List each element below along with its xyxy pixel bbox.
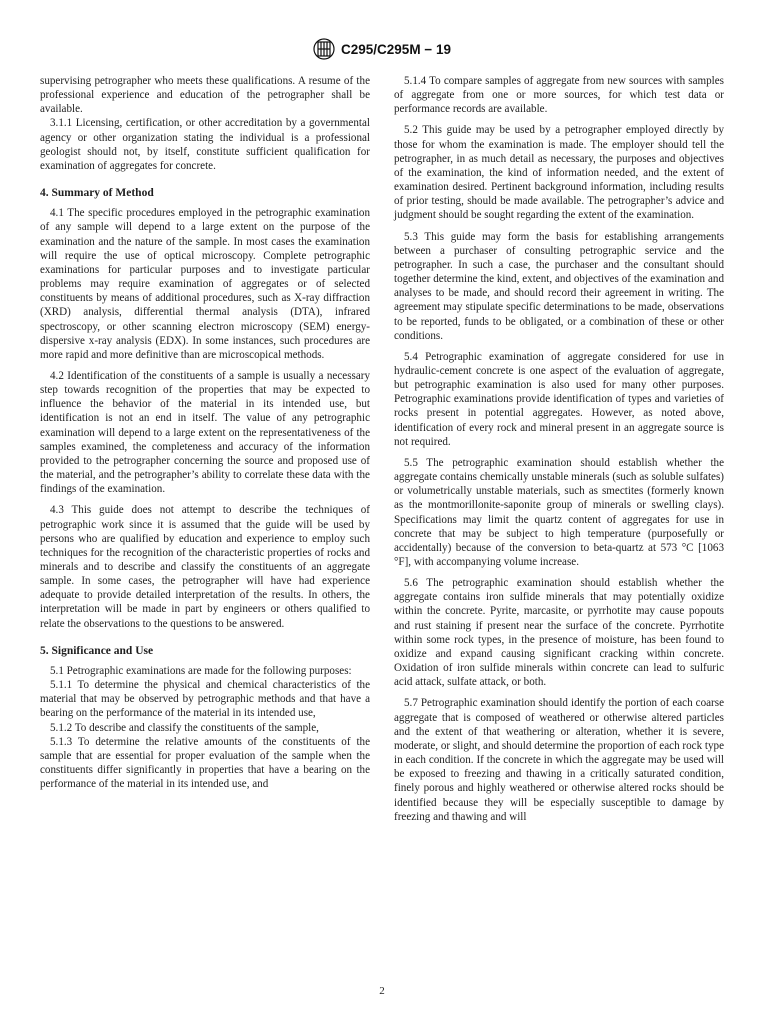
paragraph-continuation: supervising petrographer who meets these qualifications. A resume of the professional experience and education of the petrographer shall be available.	[40, 75, 370, 116]
paragraph-5-4: 5.4 Petrographic examination of aggregate considered for use in hydraulic-cement concrete is one aspect of the evaluation of aggregate, but petrographic examination is also used for many other purposes. Petrographic examinations provide identification of types and varieties of rocks present in potential aggregates. However, as noted above, identification of every rock and mineral present in an aggregate source is not required.	[394, 350, 724, 448]
paragraph-4-1: 4.1 The specific procedures employed in the petrographic examination of any sample will depend to a large extent on the purpose of the examination and the nature of the sample. In most cases the examination will require the use of optical microscopy. Complete petrographic examinations for particular purposes and to investigate particular problems may require examination of aggregates or of selected constituents by means of additional procedures, such as X-ray diffraction (XRD) analysis, differential thermal analysis (DTA), infrared spectroscopy, or other scanning electron microscopy (SEM) energy-dispersive x-ray analysis (EDX). In some instances, such procedures are more rapid and more definitive than are microscopical methods.	[40, 207, 370, 361]
paragraph-4-2: 4.2 Identification of the constituents of a sample is usually a necessary step towards recognition of the properties that may be expected to influence the behavior of the material in its intended use, but identification is not an end in itself. The value of any petrographic examination will depend to a large extent on the representativeness of the samples examined, the completeness and accuracy of the information provided to the petrographer concerning the source and proposed use of the material, and the petrographer’s ability to correlate these data with the findings of the examination.	[40, 369, 370, 496]
paragraph-5-1-2: 5.1.2 To describe and classify the constituents of the sample,	[50, 721, 319, 734]
paragraph-5-1-3: 5.1.3 To determine the relative amounts of the constituents of the sample that are essential for proper evaluation of the sample when the constituents differ significantly in properties that have a bearing on the performance of the material in its intended use, and	[40, 735, 370, 791]
section-heading-5: 5. Significance and Use	[40, 644, 154, 657]
paragraph-5-3: 5.3 This guide may form the basis for establishing arrangements between a purchaser of consulting petrographic service and the petrographer. In such a case, the purchaser and the consultant should together determine the kind, extent, and objectives of the examination and analyses to be made, and should record their agreement in writing. The agreement may stipulate specific determinations to be made, observations to be reported, funds to be obligated, or a combination of these or other conditions.	[394, 230, 724, 342]
paragraph-5-7: 5.7 Petrographic examination should identify the portion of each coarse aggregate that is composed of weathered or otherwise altered particles and the extent of that weathering or alteration, whether it is severe, moderate, or slight, and should determine the proportion of each rock type in each condition. If the concrete in which the aggregate may be used will be exposed to freezing and thawing in a critically saturated condition, finely porous and highly weathered or otherwise altered rocks should be identified because they will be especially susceptible to damage by freezing and thawing and will	[394, 697, 724, 823]
page-number: 2	[379, 985, 385, 997]
paragraph-5-1-1: 5.1.1 To determine the physical and chemical characteristics of the material that may be observed by petrographic methods and that have a bearing on the performance of the material in its intended use,	[40, 679, 370, 720]
document-designation: C295/C295M − 19	[341, 41, 451, 57]
paragraph-3-1-1: 3.1.1 Licensing, certification, or other accreditation by a governmental agency or other organization stating the individual is a professional geologist should not, by itself, constitute sufficient qualification for examination of aggregates for concrete.	[40, 117, 370, 172]
paragraph-4-3: 4.3 This guide does not attempt to describe the techniques of petrographic work since it is assumed that the guide will be used by persons who are qualified by education and experience to employ such techniques for the recognition of the characteristic properties of rocks and minerals and to describe and classify the constituents of an aggregate sample. In some cases, the petrographer will have had experience adequate to provide detailed interpretation of the results. In others, the interpretation will be made in part by engineers or others qualified to relate the observations to the questions to be answered.	[40, 504, 370, 630]
paragraph-5-5: 5.5 The petrographic examination should establish whether the aggregate contains chemically unstable minerals (such as soluble sulfates) or volumetrically unstable materials, such as smectites (formerly known as the montmorillonite-saponite group of minerals or swelling clays). Specifications may limit the quartz content of aggregates for use in concrete that may be subject to high temperature (purposefully or accidentally) because of the conversion to beta-quartz at 573 °C [1063 °F], with accompanying volume increase.	[394, 456, 724, 568]
paragraph-5-2: 5.2 This guide may be used by a petrographer employed directly by those for whom the examination is made. The employer should tell the petrographer, in as much detail as necessary, the purposes and objectives of the examination, the kind of information needed, and the extent of examination desired. Pertinent background information, including results of prior testing, should be made available. The petrographer’s advice and judgment should be sought regarding the extent of the examination.	[394, 124, 724, 222]
paragraph-5-1-4: 5.1.4 To compare samples of aggregate from new sources with samples of aggregate from one or more sources, for which test data or performance records are available.	[394, 75, 724, 116]
left-column	[40, 74, 370, 791]
section-heading-4: 4. Summary of Method	[40, 187, 154, 200]
paragraph-5-6: 5.6 The petrographic examination should establish whether the aggregate contains iron sulfide minerals that may potentially oxidize within the concrete. Pyrite, marcasite, or pyrrhotite may cause popouts and rust staining if present near the surface of the concrete. Pyrrhotite within some rock types, in the presence of moisture, has been found to oxidize and expand causing significant cracking within concrete. Oxidation of iron sulfide minerals within concrete can lead to sulfuric acid attack, sulfate attack, or both.	[394, 577, 724, 689]
page-header	[0, 38, 764, 60]
paragraph-5-1: 5.1 Petrographic examinations are made for the following purposes:	[50, 664, 352, 677]
right-column	[394, 74, 724, 824]
astm-logo-icon	[313, 38, 335, 60]
